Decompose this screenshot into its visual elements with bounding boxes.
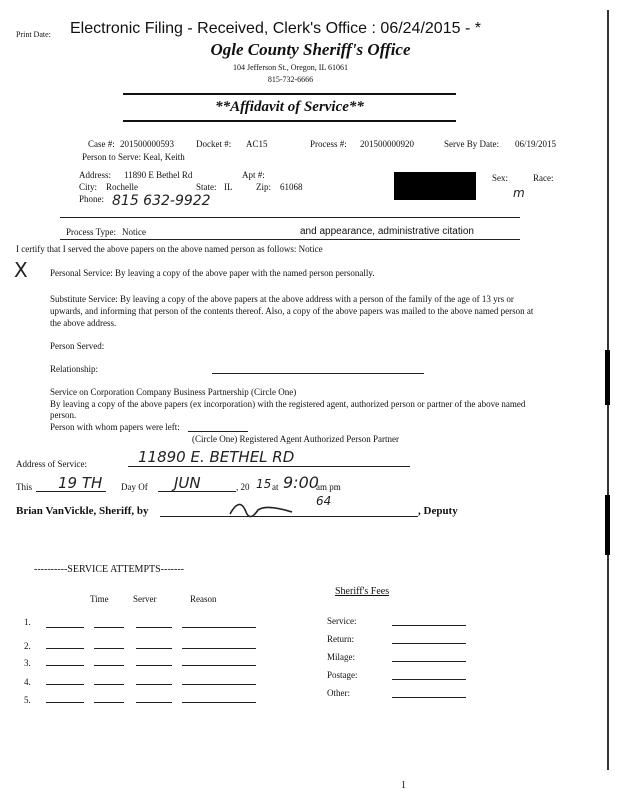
fee-line (392, 625, 466, 626)
attempt-server-line (136, 665, 172, 666)
fee-line (392, 661, 466, 662)
attempt-server-line (136, 648, 172, 649)
process-number-value: 201500000920 (360, 139, 414, 149)
left-with-label: Person with whom papers were left: (50, 422, 180, 432)
form-title: **Affidavit of Service** (215, 99, 364, 115)
apt-label: Apt #: (242, 170, 265, 180)
corporation-line-3: person. (50, 410, 77, 420)
docket-label: Docket #: (196, 139, 232, 149)
attempt-row-number: 2. (24, 641, 31, 651)
badge-handwritten: 64 (316, 494, 332, 508)
this-label: This (16, 482, 33, 492)
attempt-row-number: 5. (24, 695, 31, 705)
attempt-time-line (46, 665, 84, 666)
scan-edge-mark (605, 495, 610, 555)
zip-value: 61068 (280, 182, 303, 192)
city-value: Rochelle (106, 182, 138, 192)
attempt-server-line (136, 684, 172, 685)
substitute-line-3: the above address. (50, 318, 117, 328)
attempt-server-line (94, 627, 124, 628)
relationship-line (212, 373, 424, 374)
year-handwritten: 15 (256, 477, 272, 491)
deputy-label: , Deputy (418, 505, 458, 517)
attempt-reason-line (182, 702, 256, 703)
redaction-box (394, 172, 476, 200)
fee-line (392, 679, 466, 680)
signature-scrawl (226, 494, 296, 524)
case-number-value: 201500000593 (120, 139, 174, 149)
ampm-label: am pm (316, 482, 341, 492)
person-served-label: Person Served: (50, 341, 105, 351)
attempt-server-line (94, 702, 124, 703)
sheriff-by-label: Brian VanVickle, Sheriff, by (16, 505, 149, 517)
attempt-server-line (94, 665, 124, 666)
certify-text: I certify that I served the above papers on the above named person as follows: Notice (16, 244, 323, 254)
attempt-row-number: 3. (24, 658, 31, 668)
process-type-label: Process Type: (66, 227, 116, 237)
docket-value: AC15 (246, 139, 268, 149)
attempts-col-server: Server (133, 594, 157, 604)
attempts-col-time: Time (90, 594, 109, 604)
office-address: 104 Jefferson St., Oregon, IL 61061 (232, 63, 349, 72)
zip-label: Zip: (256, 182, 271, 192)
personal-service-mark: X (14, 258, 28, 282)
attempt-time-line (46, 648, 84, 649)
process-type-value: Notice (122, 227, 146, 237)
attempt-reason-line (182, 684, 256, 685)
corporation-line-2: By leaving a copy of the above papers (ex incorporation) with the registered agent, authorized person or partner of the above named (50, 399, 526, 409)
attempts-title: ----------SERVICE ATTEMPTS------- (34, 564, 184, 575)
address-value: 11890 E Bethel Rd (124, 170, 193, 180)
state-label: State: (196, 182, 217, 192)
sex-label: Sex: (492, 173, 509, 183)
signature-stroke (230, 504, 292, 516)
state-value: IL (224, 182, 233, 192)
fees-title: Sheriff's Fees (335, 586, 390, 597)
print-date-label: Print Date: (16, 30, 51, 39)
attempt-time-line (46, 684, 84, 685)
fee-line (392, 697, 466, 698)
time-handwritten: 9:00 (283, 473, 319, 492)
left-with-line (188, 431, 248, 432)
attempt-server-line (94, 648, 124, 649)
attempt-reason-line (182, 648, 256, 649)
address-of-service-line (128, 466, 410, 467)
attempt-row-number: 4. (24, 677, 31, 687)
attempt-row-number: 1. (24, 617, 31, 627)
filing-stamp: Electronic Filing - Received, Clerk's Office : 06/24/2015 - * (70, 20, 481, 37)
process-description: and appearance, administrative citation (300, 226, 474, 237)
fee-label: Return: (327, 634, 354, 644)
year-prefix: , 20 (236, 482, 250, 492)
fee-label: Other: (327, 688, 350, 698)
sex-handwritten-mark: m (513, 186, 525, 200)
attempt-time-line (46, 627, 84, 628)
day-handwritten: 19 TH (58, 474, 103, 492)
month-handwritten: JUN (174, 474, 201, 492)
attempt-server-line (136, 627, 172, 628)
address-of-service-label: Address of Service: (16, 459, 87, 469)
page-number: 1 (401, 780, 406, 791)
attempt-reason-line (182, 665, 256, 666)
serve-by-value: 06/19/2015 (515, 139, 557, 149)
race-label: Race: (533, 173, 554, 183)
attempt-server-line (94, 684, 124, 685)
circle-options: (Circle One) Registered Agent Authorized Person Partner (192, 434, 399, 444)
attempt-time-line (46, 702, 84, 703)
case-number-label: Case #: (88, 139, 115, 149)
address-label: Address: (79, 170, 111, 180)
fee-label: Service: (327, 616, 357, 626)
phone-handwritten: 815 632-9922 (112, 193, 211, 209)
process-number-label: Process #: (310, 139, 347, 149)
city-label: City: (79, 182, 98, 192)
attempt-reason-line (182, 627, 256, 628)
at-label: at (272, 482, 279, 492)
section-rule (60, 217, 520, 218)
title-rule-bottom (123, 120, 456, 122)
process-rule (60, 239, 520, 240)
relationship-label: Relationship: (50, 364, 98, 374)
title-rule-top (123, 93, 456, 95)
person-to-serve: Person to Serve: Keal, Keith (82, 152, 185, 162)
office-phone: 815-732-6666 (267, 75, 314, 84)
attempts-col-reason: Reason (190, 594, 217, 604)
substitute-line-1: Substitute Service: By leaving a copy of the above papers at the above address with a person of the family of the age of 13 yrs or (50, 294, 514, 304)
fee-line (392, 643, 466, 644)
office-name: Ogle County Sheriff's Office (210, 40, 411, 59)
scan-edge-mark (605, 350, 610, 405)
serve-by-label: Serve By Date: (444, 139, 499, 149)
personal-service-text: Personal Service: By leaving a copy of the above paper with the named person personally. (50, 268, 375, 278)
address-of-service-handwritten: 11890 E. BETHEL RD (138, 448, 295, 466)
fee-label: Postage: (327, 670, 358, 680)
day-of-label: Day Of (121, 482, 148, 492)
attempt-server-line (136, 702, 172, 703)
phone-label: Phone: (79, 194, 105, 204)
substitute-line-2: upwards, and informing that person of the contents thereof. Also, a copy of the above papers was mailed to the above named person at (50, 306, 534, 316)
fee-label: Milage: (327, 652, 355, 662)
corporation-line-1: Service on Corporation Company Business Partnership (Circle One) (50, 387, 297, 397)
